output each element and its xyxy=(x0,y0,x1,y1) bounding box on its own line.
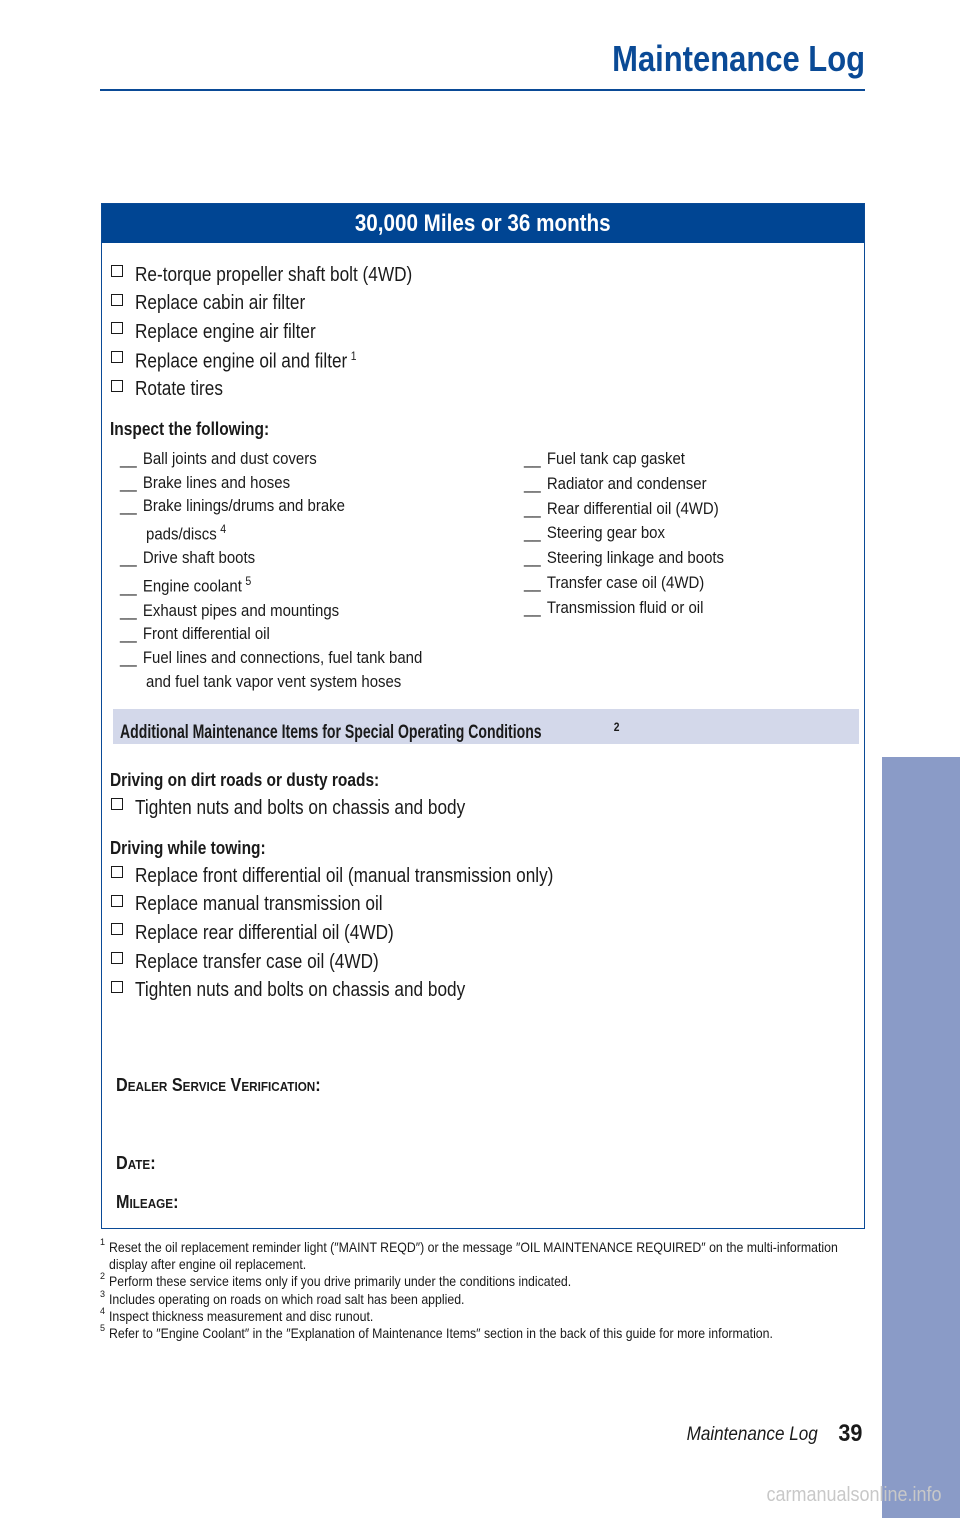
dealer-verification-label: DEALER SERVICE VERIFICATION: xyxy=(116,1075,321,1095)
checklist-item xyxy=(110,948,622,977)
inspect-heading: Inspect the following: xyxy=(110,419,270,439)
checkbox-icon[interactable] xyxy=(111,952,123,964)
footnote: 5 Refer to ″Engine Coolant″ in the ″Explanation of Maintenance Items″ section in the back of this guide for more information. xyxy=(100,1323,773,1342)
footnotes xyxy=(100,1239,860,1342)
inspect-item: __ Brake lines and hoses xyxy=(120,472,291,492)
title-rule xyxy=(100,89,865,91)
checklist-item-label: Replace manual transmission oil xyxy=(135,893,383,916)
checklist-item xyxy=(110,794,519,823)
side-tab-label: MAINTENANCE xyxy=(11,1024,42,1242)
footnote: 4 Inspect thickness measurement and disc runout. xyxy=(100,1305,374,1324)
checkbox-icon[interactable] xyxy=(111,923,123,935)
inspect-item: __ Drive shaft boots xyxy=(120,548,256,568)
inspect-item: __ Transmission fluid or oil xyxy=(524,597,704,617)
inspect-item: __ Transfer case oil (4WD) xyxy=(524,572,705,592)
page-title: Maintenance Log xyxy=(612,38,865,79)
inspect-item: __ Front differential oil xyxy=(120,624,270,644)
checklist-item-label: Tighten nuts and bolts on chassis and body xyxy=(135,796,466,819)
inspect-item: __ Fuel tank cap gasket xyxy=(524,449,685,468)
checkbox-icon[interactable] xyxy=(111,981,123,993)
dirt-roads-checklist xyxy=(110,794,519,823)
checklist-item-label: Rotate tires xyxy=(135,378,223,401)
inspect-item: __ Brake linings/drums and brake xyxy=(120,496,345,516)
checklist-item-label: Tighten nuts and bolts on chassis and body xyxy=(135,979,466,1002)
inspect-item-continued: pads/discs $^4$ xyxy=(146,522,227,544)
checkbox-icon[interactable] xyxy=(111,895,123,907)
checkbox-icon[interactable] xyxy=(111,294,123,306)
task-checklist xyxy=(110,261,457,404)
checklist-item xyxy=(110,318,457,347)
checklist-item xyxy=(110,347,457,376)
checklist-item xyxy=(110,976,622,1005)
footnote: 1 Reset the oil replacement reminder light (″MAINT REQD″) or the message ″OIL MAINTENANCE REQUIRED″ on the multi-information display after engine oil replacement. xyxy=(100,1237,838,1273)
checklist-item xyxy=(110,375,457,404)
checklist-item-label: Replace front differential oil (manual transmission only) xyxy=(135,864,554,887)
checkbox-icon[interactable] xyxy=(111,265,123,277)
checkbox-icon[interactable] xyxy=(111,798,123,810)
inspect-item: __ Fuel lines and connections, fuel tank band xyxy=(120,647,423,667)
inspect-item: __ Exhaust pipes and mountings xyxy=(120,600,340,620)
inspect-item: __ Steering gear box xyxy=(524,523,665,543)
footer-section-label: Maintenance Log xyxy=(686,1424,818,1445)
checklist-item-label: Replace rear differential oil (4WD) xyxy=(135,921,394,944)
checkbox-icon[interactable] xyxy=(111,380,123,392)
inspect-item: __ Rear differential oil (4WD) xyxy=(524,498,719,518)
special-conditions-banner: Additional Maintenance Items for Special Operating Conditions $^2$ xyxy=(113,709,859,744)
checklist-item-label: Replace engine oil and filter $^1$ xyxy=(135,348,357,373)
inspect-item: __ Engine coolant $^5$ xyxy=(120,574,252,596)
checklist-item-label: Replace transfer case oil (4WD) xyxy=(135,950,379,973)
checklist-item-label: Replace engine air filter xyxy=(135,320,316,343)
checklist-item xyxy=(110,261,457,290)
checklist-item-label: Replace cabin air filter xyxy=(135,292,306,315)
checklist-item xyxy=(110,862,622,891)
footnote-ref: 1 xyxy=(350,348,357,363)
inspect-item: __ Radiator and condenser xyxy=(524,473,707,493)
towing-checklist xyxy=(110,862,622,1005)
checklist-item-label: Re-torque propeller shaft bolt (4WD) xyxy=(135,263,413,286)
inspect-list-left xyxy=(120,447,464,693)
footnote: 2 Perform these service items only if you drive primarily under the conditions indicated. xyxy=(100,1271,572,1290)
checklist-item xyxy=(110,290,457,319)
maintenance-panel xyxy=(101,203,865,1229)
interval-header: 30,000 Miles or 36 months xyxy=(102,204,864,243)
checkbox-icon[interactable] xyxy=(111,351,123,363)
checklist-item xyxy=(110,919,622,948)
date-label: DATE: xyxy=(116,1153,156,1173)
footnote: 3 Includes operating on roads on which road salt has been applied. xyxy=(100,1288,465,1307)
watermark: carmanualsonline.info xyxy=(766,1484,942,1506)
page-number: 39 xyxy=(838,1420,863,1447)
inspect-list-right xyxy=(524,447,751,621)
inspect-item: __ Ball joints and dust covers xyxy=(120,449,317,468)
dirt-roads-heading: Driving on dirt roads or dusty roads: xyxy=(110,770,380,790)
checklist-item xyxy=(110,891,622,920)
side-section-tab xyxy=(882,757,960,1518)
inspect-item: __ Steering linkage and boots xyxy=(524,548,725,568)
checkbox-icon[interactable] xyxy=(111,322,123,334)
mileage-label: MILEAGE: xyxy=(116,1192,179,1212)
checkbox-icon[interactable] xyxy=(111,866,123,878)
towing-heading: Driving while towing: xyxy=(110,838,266,858)
inspect-item-continued: and fuel tank vapor vent system hoses xyxy=(146,671,402,691)
